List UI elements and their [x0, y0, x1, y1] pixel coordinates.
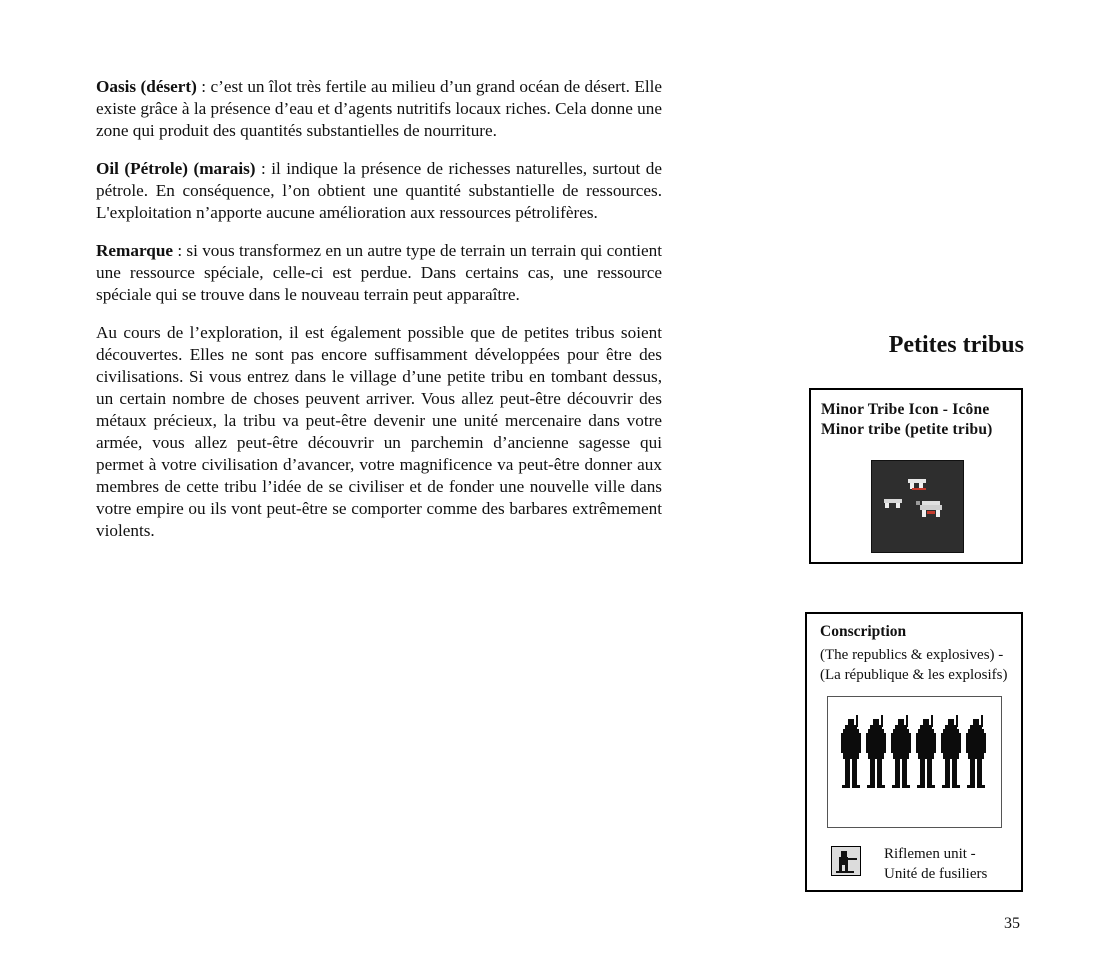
rifleman-figure	[866, 715, 886, 788]
conscription-line1: (The republics & explosives) -	[820, 647, 1004, 663]
minor-tribe-caption-line1: Minor Tribe Icon - Icône	[821, 401, 990, 418]
rifleman-icon	[832, 847, 860, 875]
term-oasis: Oasis (désert)	[96, 77, 197, 96]
riflemen-unit-line2: Unité de fusiliers	[884, 866, 988, 882]
term-oil: Oil (Pétrole) (marais)	[96, 159, 256, 178]
term-remarque: Remarque	[96, 241, 174, 260]
riflemen-unit-caption	[884, 844, 987, 884]
page-number: 35	[1004, 915, 1020, 932]
rifleman-figure	[841, 715, 861, 788]
minor-tribe-tile-icon	[871, 460, 964, 553]
minor-tribe-box	[809, 388, 1023, 564]
main-text-column	[96, 76, 662, 558]
conscription-line2: (La république & les explosifs)	[820, 667, 1008, 683]
rifleman-figure	[891, 715, 911, 788]
conscription-box	[805, 612, 1023, 892]
text-remarque: : si vous transformez en un autre type de terrain un terrain qui contient une ressource spéciale, celle-ci est perdue. Dans certains cas, une ressource spéciale qui se trouve dans le nouveau terrain peut apparaître.	[96, 241, 662, 304]
rifleman-figure	[941, 715, 961, 788]
rifleman-figure	[916, 715, 936, 788]
riflemen-figures-image	[827, 696, 1002, 828]
text-oil: : il indique la présence de richesses naturelles, surtout de pétrole. En conséquence, l’on obtient une quantité substantielle de ressources. L'exploitation n’apporte aucune amélioration aux ressources pétrolifères.	[96, 159, 662, 222]
paragraph-oasis	[96, 76, 662, 142]
minor-tribe-caption-line2: Minor tribe (petite tribu)	[821, 421, 993, 438]
riflemen-unit-icon	[831, 846, 861, 876]
text-exploration: Au cours de l’exploration, il est également possible que de petites tribus soient découvertes. Elles ne sont pas encore suffisamment développées pour être des civilisations. Si vous entrez dans le village d’une petite tribu en tombant dessus, un certain nombre de choses peuvent arriver. Vous allez peut-être découvrir des métaux précieux, la tribu va peut-être devenir une unité mercenaire dans votre armée, vous allez peut-être découvrir un parchemin d’ancienne sagesse qui permet à votre civilisation d’avancer, votre magnificence va peut-être donner aux membres de cette tribu l’idée de se civiliser et de fonder une nouvelle ville dans votre empire ou ils vont peut-être se comporter comme des barbares extrêmement violents.	[96, 323, 662, 540]
rifleman-figure	[966, 715, 986, 788]
riflemen-silhouettes	[828, 697, 1001, 827]
huts-icon	[872, 461, 963, 552]
section-heading: Petites tribus	[888, 332, 1024, 358]
paragraph-remarque	[96, 240, 662, 306]
paragraph-oil	[96, 158, 662, 224]
conscription-title: Conscription	[820, 623, 907, 640]
text-oasis: : c’est un îlot très fertile au milieu d’un grand océan de désert. Elle existe grâce à la présence d’eau et d’agents nutritifs locaux riches. Cela donne une zone qui produit des quantités substantielles de nourriture.	[96, 77, 662, 140]
riflemen-unit-line1: Riflemen unit -	[884, 846, 976, 862]
paragraph-exploration	[96, 322, 662, 542]
minor-tribe-caption	[821, 400, 1015, 440]
